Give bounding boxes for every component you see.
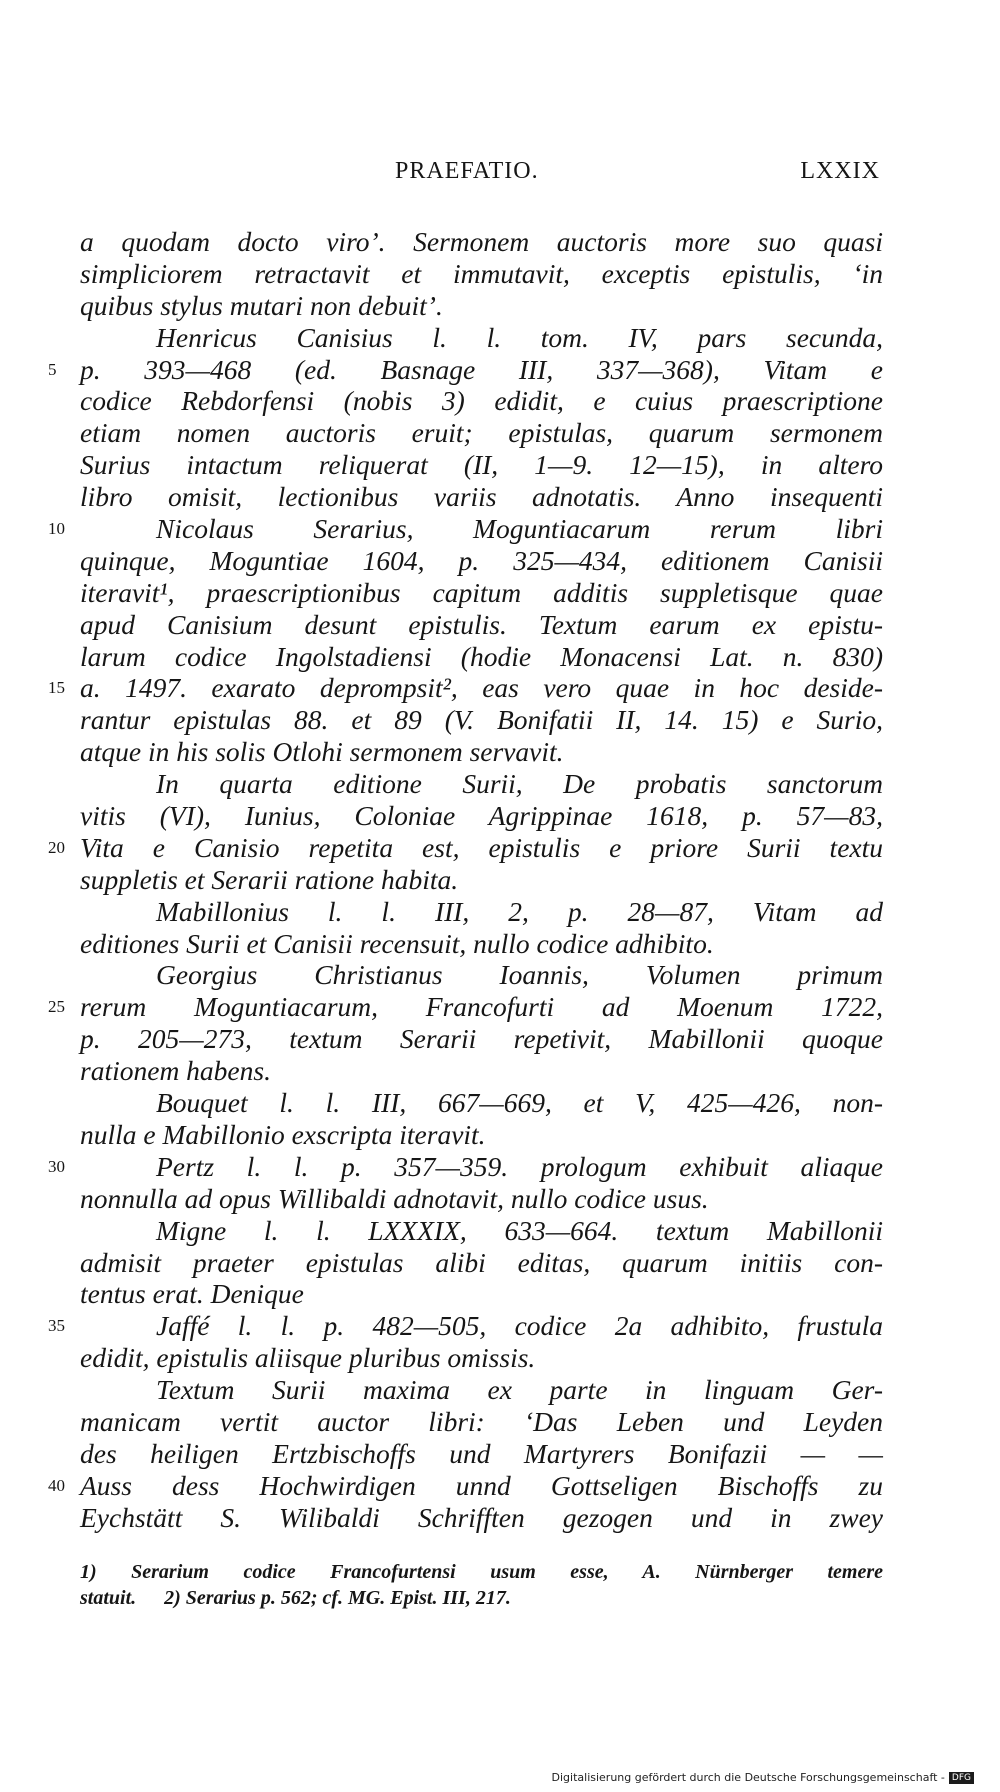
text-line (80, 896, 883, 928)
line-number: 30 (48, 1156, 65, 1176)
line-text: nonnulla ad opus Willibaldi adnotavit, nullo codice usus. (80, 1182, 709, 1214)
text-line (48, 831, 883, 864)
line-text: Auss dess Hochwirdigen unnd Gottseligen Bischoffs zu (80, 1469, 883, 1501)
line-text: Migne l. l. LXXXIX, 633—664. textum Mabillonii (156, 1214, 883, 1246)
footnote-1-end: statuit. (80, 1587, 137, 1609)
line-text: libro omisit, lectionibus variis adnotatis. Anno insequenti (80, 481, 883, 513)
text-line (48, 1150, 883, 1183)
text-line (80, 1023, 883, 1055)
digitization-text: Digitalisierung gefördert durch die Deutsche Forschungsgemeinschaft - (551, 1771, 945, 1784)
line-number: 20 (48, 837, 65, 857)
text-line (48, 991, 883, 1023)
line-text: p. 393—468 (ed. Basnage III, 337—368), Vitam e (80, 353, 883, 385)
line-text: edidit, epistulis aliisque pluribus omissis. (80, 1342, 536, 1374)
line-text: quinque, Moguntiae 1604, p. 325—434, editionem Canisii (80, 544, 883, 576)
line-text: etiam nomen auctoris eruit; epistulas, quarum sermonem (80, 417, 883, 449)
text-line (80, 449, 883, 481)
line-text: Nicolaus Serarius, Moguntiacarum rerum libri (156, 513, 883, 545)
line-number: 25 (48, 997, 65, 1017)
text-line (80, 1247, 883, 1279)
text-line (80, 864, 883, 896)
text-line (80, 641, 883, 673)
line-text: Georgius Christianus Ioannis, Volumen primum (156, 959, 883, 991)
line-text: atque in his solis Otlohi sermonem servavit. (80, 736, 564, 768)
text-line (80, 800, 883, 832)
line-text: des heiligen Ertzbischoffs und Martyrers Bonifazii — — (80, 1437, 883, 1469)
text-line (80, 609, 883, 641)
text-line (80, 1342, 883, 1374)
line-text: Surius intactum reliquerat (II, 1—9. 12—15), in altero (80, 449, 883, 481)
text-line (80, 258, 883, 290)
line-text: Jaffé l. l. p. 482—505, codice 2a adhibito, frustula (156, 1310, 883, 1342)
digitization-credit (552, 1771, 974, 1784)
line-text: vitis (VI), Iunius, Coloniae Agrippinae 1618, p. 57—83, (80, 800, 883, 832)
line-text: nulla e Mabillonio exscripta iteravit. (80, 1118, 486, 1150)
text-line (80, 1119, 883, 1151)
line-text: quibus stylus mutari non debuit’. (80, 289, 443, 321)
text-line (80, 1406, 883, 1438)
text-line (80, 736, 883, 768)
text-line (80, 385, 883, 417)
line-text: editiones Surii et Canisii recensuit, nullo codice adhibito. (80, 927, 714, 959)
text-line (48, 353, 883, 386)
line-text: apud Canisium desunt epistulis. Textum earum ex epistu- (80, 608, 883, 640)
line-text: rerum Moguntiacarum, Francofurti ad Moenum 1722, (80, 991, 883, 1023)
line-text: Textum Surii maxima ex parte in linguam Ger- (156, 1374, 883, 1406)
footnotes (80, 1559, 883, 1611)
text-line (48, 672, 883, 704)
line-number: 15 (48, 678, 65, 698)
line-text: Mabillonius l. l. III, 2, p. 28—87, Vitam ad (156, 895, 883, 927)
line-text: a quodam docto viro’. Sermonem auctoris more suo quasi (80, 226, 883, 257)
page-number: LXXIX (800, 158, 880, 184)
text-line (80, 1183, 883, 1215)
text-line (80, 1215, 883, 1247)
text-line (80, 290, 883, 322)
line-text: Henricus Canisius l. l. tom. IV, pars secunda, (156, 321, 883, 353)
footnote-1: 1) Serarium codice Francofurtensi usum esse, A. Nürnberger temere (80, 1561, 883, 1583)
line-text: p. 205—273, textum Serarii repetivit, Mabillonii quoque (80, 1023, 883, 1055)
line-text: a. 1497. exarato deprompsit², eas vero quae in hoc deside- (80, 672, 883, 704)
line-text: manicam vertit auctor libri: ‘Das Leben und Leyden (80, 1405, 883, 1437)
line-text: In quarta editione Surii, De probatis sanctorum (156, 768, 883, 800)
line-text: codice Rebdorfensi (nobis 3) edidit, e cuius praescriptione (80, 385, 883, 417)
text-line (80, 928, 883, 960)
line-text: Vita e Canisio repetita est, epistulis e priore Surii textu (80, 831, 883, 863)
text-line (80, 959, 883, 991)
footnote-2: 2) Serarius p. 562; cf. MG. Epist. III, 217. (164, 1587, 511, 1609)
text-line (80, 1055, 883, 1087)
line-text: tentus erat. Denique (80, 1278, 304, 1310)
text-line (80, 417, 883, 449)
text-line (80, 322, 883, 354)
footnote-line-2 (80, 1585, 883, 1611)
line-number: 10 (48, 519, 65, 539)
line-number: 35 (48, 1316, 65, 1336)
text-line (80, 577, 883, 609)
text-line (80, 481, 883, 513)
text-line (48, 1469, 883, 1502)
text-line (80, 1087, 883, 1119)
text-line (80, 545, 883, 577)
dfg-logo: DFG (949, 1772, 974, 1784)
text-line (80, 1278, 883, 1310)
line-text: Bouquet l. l. III, 667—669, et V, 425—426, non- (156, 1087, 883, 1119)
line-text: Pertz l. l. p. 357—359. prologum exhibuit aliaque (156, 1150, 883, 1182)
line-text: rationem habens. (80, 1055, 271, 1087)
text-line (80, 704, 883, 736)
line-text: admisit praeter epistulas alibi editas, quarum initiis con- (80, 1246, 883, 1278)
text-line (80, 768, 883, 800)
line-text: suppletis et Serarii ratione habita. (80, 863, 459, 895)
text-line (80, 226, 883, 258)
line-number: 5 (48, 359, 57, 379)
line-text: larum codice Ingolstadiensi (hodie Monacensi Lat. n. 830) (80, 640, 883, 672)
text-line (48, 1310, 883, 1342)
line-text: iteravit¹, praescriptionibus capitum additis suppletisque quae (80, 576, 883, 608)
text-line (80, 1502, 883, 1534)
line-number: 40 (48, 1475, 65, 1495)
line-text: rantur epistulas 88. et 89 (V. Bonifatii II, 14. 15) e Surio, (80, 704, 883, 736)
line-text: simpliciorem retractavit et immutavit, exceptis epistulis, ‘in (80, 257, 883, 289)
main-text (48, 226, 883, 1534)
text-line (80, 1374, 883, 1406)
page-header (395, 158, 880, 188)
running-title: PRAEFATIO. (395, 158, 539, 184)
line-text: Eychstätt S. Wilibaldi Schrifften gezogen und in zwey (80, 1501, 883, 1533)
text-line (80, 1438, 883, 1470)
text-line (48, 513, 883, 545)
